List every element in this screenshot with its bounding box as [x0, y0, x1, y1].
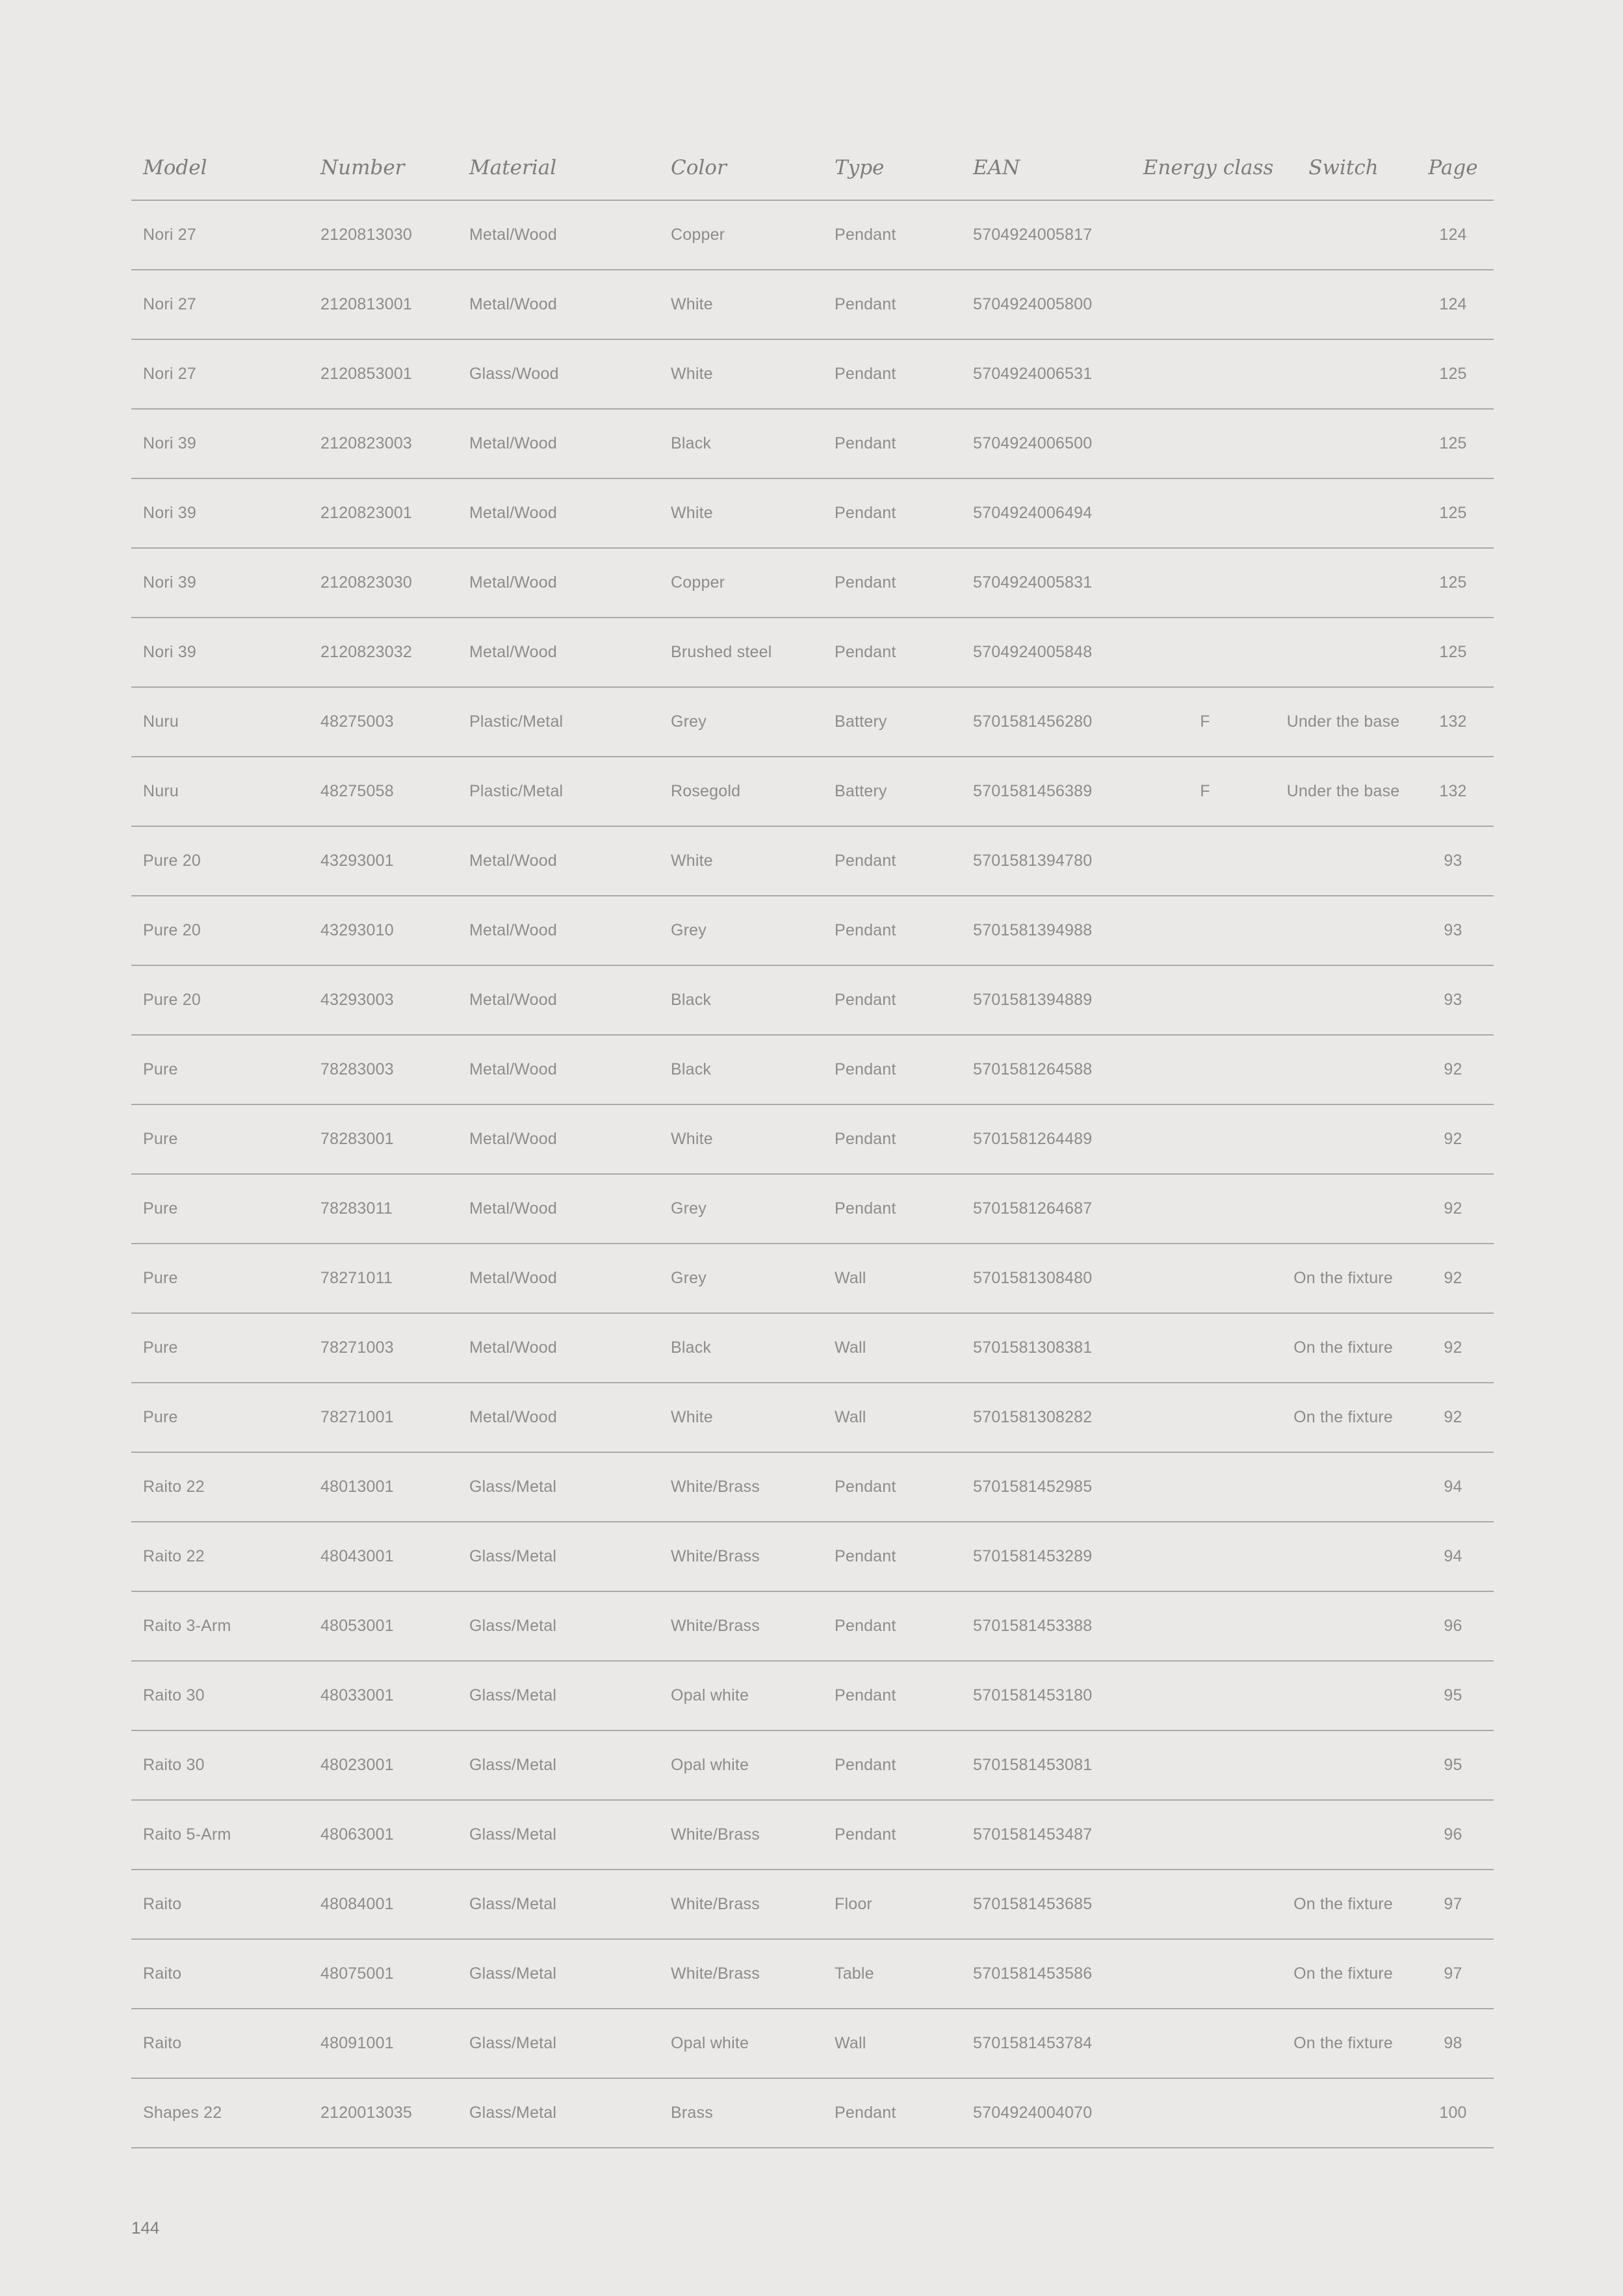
cell-model: Shapes 22 — [143, 2104, 222, 2122]
cell-page: 98 — [1444, 2034, 1462, 2052]
cell-model: Raito 22 — [143, 1547, 205, 1565]
cell-switch: Under the base — [1286, 782, 1400, 800]
cell-switch — [1274, 1662, 1412, 1730]
cell-switch — [1274, 1453, 1412, 1521]
cell-ean: 5701581264489 — [973, 1130, 1093, 1148]
cell-number: 48084001 — [320, 1895, 394, 1913]
cell-energy-class — [1137, 549, 1273, 617]
cell-type: Pendant — [835, 2104, 896, 2122]
cell-page: 92 — [1444, 1130, 1462, 1148]
cell-material: Glass/Metal — [469, 2104, 557, 2122]
cell-energy-class: F — [1200, 712, 1210, 731]
cell-material: Metal/Wood — [469, 1130, 557, 1148]
cell-color: Brushed steel — [671, 643, 772, 661]
cell-type: Wall — [835, 1269, 866, 1287]
table-row — [131, 1801, 1494, 1870]
cell-color: White — [671, 1408, 713, 1426]
cell-switch — [1274, 1105, 1412, 1173]
cell-energy-class — [1137, 1731, 1273, 1799]
page-number: 144 — [131, 2218, 160, 2237]
cell-color: White — [671, 1130, 713, 1148]
cell-model: Nori 39 — [143, 573, 196, 592]
cell-switch — [1274, 2079, 1412, 2147]
cell-switch — [1274, 479, 1412, 547]
cell-color: Grey — [671, 1199, 707, 1218]
cell-color: Grey — [671, 921, 707, 939]
cell-model: Nori 27 — [143, 226, 196, 244]
cell-model: Pure — [143, 1199, 178, 1218]
cell-number: 43293001 — [320, 852, 394, 870]
cell-energy-class: F — [1200, 782, 1210, 800]
cell-model: Pure 20 — [143, 991, 201, 1009]
cell-number: 78283011 — [320, 1199, 393, 1218]
header-switch: Switch — [1308, 155, 1379, 179]
cell-number: 78271011 — [320, 1269, 393, 1287]
cell-type: Pendant — [835, 434, 896, 452]
cell-type: Wall — [835, 2034, 866, 2052]
cell-material: Metal/Wood — [469, 1408, 557, 1426]
cell-page: 93 — [1444, 852, 1462, 870]
cell-model: Raito 30 — [143, 1686, 205, 1704]
cell-color: White/Brass — [671, 1478, 760, 1496]
cell-energy-class — [1137, 1175, 1273, 1243]
table-row — [131, 340, 1494, 410]
cell-color: White — [671, 365, 713, 383]
cell-ean: 5704924005848 — [973, 643, 1093, 661]
cell-page: 92 — [1444, 1060, 1462, 1078]
product-table — [131, 130, 1494, 2148]
cell-material: Metal/Wood — [469, 643, 557, 661]
table-row — [131, 270, 1494, 340]
cell-number: 78271003 — [320, 1338, 394, 1357]
cell-model: Nori 27 — [143, 295, 196, 313]
cell-model: Raito 22 — [143, 1478, 205, 1496]
cell-energy-class — [1137, 1244, 1273, 1312]
cell-material: Metal/Wood — [469, 573, 557, 592]
cell-ean: 5701581394780 — [973, 852, 1093, 870]
cell-material: Metal/Wood — [469, 504, 557, 522]
table-row — [131, 1940, 1494, 2009]
cell-number: 2120013035 — [320, 2104, 413, 2122]
cell-switch: On the fixture — [1293, 1895, 1393, 1913]
cell-color: Copper — [671, 573, 725, 592]
cell-material: Metal/Wood — [469, 921, 557, 939]
table-row — [131, 1731, 1494, 1801]
table-row — [131, 827, 1494, 896]
cell-ean: 5701581453784 — [973, 2034, 1093, 2052]
header-page: Page — [1428, 155, 1478, 179]
cell-energy-class — [1137, 340, 1273, 408]
cell-ean: 5704924005831 — [973, 573, 1093, 592]
cell-type: Pendant — [835, 921, 896, 939]
cell-type: Table — [835, 1964, 874, 1983]
cell-page: 95 — [1444, 1686, 1462, 1704]
header-number: Number — [320, 155, 405, 179]
cell-color: White — [671, 295, 713, 313]
cell-material: Plastic/Metal — [469, 712, 564, 731]
cell-switch — [1274, 1592, 1412, 1660]
cell-energy-class — [1137, 1801, 1273, 1869]
cell-switch — [1274, 1036, 1412, 1104]
cell-material: Glass/Metal — [469, 1825, 557, 1844]
cell-material: Metal/Wood — [469, 1338, 557, 1357]
table-row — [131, 1522, 1494, 1592]
cell-ean: 5701581453685 — [973, 1895, 1093, 1913]
cell-energy-class — [1137, 1036, 1273, 1104]
cell-model: Raito 3-Arm — [143, 1617, 231, 1635]
cell-type: Battery — [835, 712, 887, 731]
cell-number: 2120823001 — [320, 504, 413, 522]
cell-ean: 5701581394889 — [973, 991, 1093, 1009]
cell-page: 93 — [1444, 991, 1462, 1009]
cell-color: Black — [671, 434, 712, 452]
cell-color: White/Brass — [671, 1617, 760, 1635]
cell-color: Black — [671, 1338, 712, 1357]
cell-color: Opal white — [671, 1756, 749, 1774]
table-row — [131, 1453, 1494, 1522]
cell-model: Pure — [143, 1408, 178, 1426]
table-body — [131, 201, 1494, 2148]
cell-number: 48275058 — [320, 782, 394, 800]
cell-number: 48053001 — [320, 1617, 394, 1635]
cell-type: Pendant — [835, 852, 896, 870]
cell-switch: On the fixture — [1293, 1269, 1393, 1287]
cell-material: Metal/Wood — [469, 1269, 557, 1287]
cell-energy-class — [1137, 1314, 1273, 1382]
table-row — [131, 688, 1494, 757]
cell-number: 48091001 — [320, 2034, 394, 2052]
cell-type: Pendant — [835, 1130, 896, 1148]
cell-page: 125 — [1439, 434, 1467, 452]
cell-type: Pendant — [835, 1547, 896, 1565]
cell-color: Copper — [671, 226, 725, 244]
cell-model: Raito 30 — [143, 1756, 205, 1774]
cell-energy-class — [1137, 1105, 1273, 1173]
cell-number: 48075001 — [320, 1964, 394, 1983]
cell-number: 48033001 — [320, 1686, 394, 1704]
cell-material: Metal/Wood — [469, 226, 557, 244]
cell-energy-class — [1137, 618, 1273, 686]
cell-material: Glass/Metal — [469, 1686, 557, 1704]
cell-energy-class — [1137, 1522, 1273, 1591]
cell-page: 94 — [1444, 1478, 1462, 1496]
cell-number: 78283003 — [320, 1060, 394, 1078]
cell-number: 48063001 — [320, 1825, 394, 1844]
cell-number: 43293003 — [320, 991, 394, 1009]
cell-page: 132 — [1439, 782, 1467, 800]
cell-number: 2120853001 — [320, 365, 413, 383]
cell-material: Glass/Metal — [469, 1895, 557, 1913]
cell-color: White/Brass — [671, 1825, 760, 1844]
cell-ean: 5701581264588 — [973, 1060, 1093, 1078]
cell-ean: 5704924004070 — [973, 2104, 1093, 2122]
cell-type: Pendant — [835, 1825, 896, 1844]
cell-ean: 5704924005800 — [973, 295, 1093, 313]
cell-energy-class — [1137, 1383, 1273, 1452]
cell-type: Wall — [835, 1408, 866, 1426]
cell-ean: 5701581456280 — [973, 712, 1093, 731]
cell-type: Pendant — [835, 226, 896, 244]
cell-number: 48275003 — [320, 712, 394, 731]
cell-number: 48013001 — [320, 1478, 394, 1496]
cell-color: Grey — [671, 1269, 707, 1287]
cell-material: Glass/Metal — [469, 2034, 557, 2052]
table-row — [131, 1105, 1494, 1175]
cell-number: 48023001 — [320, 1756, 394, 1774]
table-header — [131, 130, 1494, 201]
cell-color: Rosegold — [671, 782, 741, 800]
cell-model: Pure — [143, 1060, 178, 1078]
cell-ean: 5701581394988 — [973, 921, 1093, 939]
cell-type: Pendant — [835, 1478, 896, 1496]
cell-model: Raito — [143, 1895, 182, 1913]
cell-switch: Under the base — [1286, 712, 1400, 731]
cell-model: Pure — [143, 1269, 178, 1287]
table-row — [131, 1383, 1494, 1453]
cell-ean: 5701581308381 — [973, 1338, 1093, 1357]
cell-page: 95 — [1444, 1756, 1462, 1774]
cell-energy-class — [1137, 479, 1273, 547]
cell-energy-class — [1137, 1940, 1273, 2008]
cell-ean: 5701581452985 — [973, 1478, 1093, 1496]
cell-material: Glass/Metal — [469, 1756, 557, 1774]
cell-type: Pendant — [835, 1686, 896, 1704]
table-row — [131, 2009, 1494, 2079]
cell-energy-class — [1137, 827, 1273, 895]
cell-type: Pendant — [835, 643, 896, 661]
cell-ean: 5704924006494 — [973, 504, 1093, 522]
cell-material: Glass/Metal — [469, 1547, 557, 1565]
cell-type: Pendant — [835, 1060, 896, 1078]
cell-ean: 5701581453289 — [973, 1547, 1093, 1565]
table-row — [131, 1036, 1494, 1105]
cell-switch — [1274, 410, 1412, 478]
cell-page: 93 — [1444, 921, 1462, 939]
table-row — [131, 201, 1494, 270]
cell-energy-class — [1137, 1662, 1273, 1730]
cell-type: Pendant — [835, 295, 896, 313]
cell-number: 48043001 — [320, 1547, 394, 1565]
cell-energy-class — [1137, 2009, 1273, 2078]
cell-energy-class — [1137, 201, 1273, 269]
cell-color: White/Brass — [671, 1547, 760, 1565]
cell-type: Pendant — [835, 365, 896, 383]
cell-ean: 5701581264687 — [973, 1199, 1093, 1218]
cell-page: 94 — [1444, 1547, 1462, 1565]
cell-color: White — [671, 504, 713, 522]
cell-switch — [1274, 1175, 1412, 1243]
cell-switch — [1274, 1801, 1412, 1869]
cell-material: Metal/Wood — [469, 1060, 557, 1078]
table-row — [131, 966, 1494, 1036]
cell-energy-class — [1137, 1870, 1273, 1938]
cell-ean: 5701581453388 — [973, 1617, 1093, 1635]
cell-number: 2120823003 — [320, 434, 413, 452]
cell-type: Pendant — [835, 1756, 896, 1774]
cell-color: Grey — [671, 712, 707, 731]
header-ean: EAN — [973, 155, 1020, 179]
cell-switch — [1274, 827, 1412, 895]
cell-number: 2120813001 — [320, 295, 413, 313]
cell-ean: 5704924005817 — [973, 226, 1093, 244]
cell-switch: On the fixture — [1293, 1408, 1393, 1426]
table-row — [131, 2079, 1494, 2148]
cell-model: Pure 20 — [143, 921, 201, 939]
table-row — [131, 896, 1494, 966]
cell-model: Raito 5-Arm — [143, 1825, 231, 1844]
cell-number: 2120823030 — [320, 573, 413, 592]
cell-page: 96 — [1444, 1617, 1462, 1635]
cell-type: Wall — [835, 1338, 866, 1357]
cell-ean: 5701581453180 — [973, 1686, 1093, 1704]
cell-energy-class — [1137, 896, 1273, 965]
table-row — [131, 1592, 1494, 1662]
cell-switch — [1274, 1522, 1412, 1591]
cell-energy-class — [1137, 1592, 1273, 1660]
cell-page: 125 — [1439, 504, 1467, 522]
cell-switch — [1274, 340, 1412, 408]
cell-ean: 5701581453586 — [973, 1964, 1093, 1983]
cell-switch — [1274, 549, 1412, 617]
cell-ean: 5704924006500 — [973, 434, 1093, 452]
cell-material: Glass/Wood — [469, 365, 559, 383]
cell-type: Pendant — [835, 573, 896, 592]
cell-energy-class — [1137, 1453, 1273, 1521]
cell-switch — [1274, 270, 1412, 339]
cell-model: Raito — [143, 1964, 182, 1983]
cell-page: 125 — [1439, 365, 1467, 383]
cell-page: 96 — [1444, 1825, 1462, 1844]
cell-page: 97 — [1444, 1895, 1462, 1913]
cell-ean: 5701581308480 — [973, 1269, 1093, 1287]
cell-energy-class — [1137, 966, 1273, 1034]
cell-number: 2120823032 — [320, 643, 413, 661]
cell-number: 2120813030 — [320, 226, 413, 244]
cell-page: 92 — [1444, 1338, 1462, 1357]
cell-material: Metal/Wood — [469, 1199, 557, 1218]
cell-material: Metal/Wood — [469, 434, 557, 452]
cell-model: Raito — [143, 2034, 182, 2052]
table-row — [131, 1244, 1494, 1314]
cell-ean: 5701581453487 — [973, 1825, 1093, 1844]
cell-color: White/Brass — [671, 1964, 760, 1983]
cell-ean: 5701581308282 — [973, 1408, 1093, 1426]
cell-model: Nori 39 — [143, 504, 196, 522]
cell-type: Pendant — [835, 991, 896, 1009]
table-row — [131, 549, 1494, 618]
cell-model: Nuru — [143, 782, 179, 800]
cell-color: Opal white — [671, 1686, 749, 1704]
cell-color: Black — [671, 991, 712, 1009]
cell-material: Plastic/Metal — [469, 782, 564, 800]
header-energy-class: Energy class — [1143, 155, 1274, 179]
header-color: Color — [671, 155, 727, 179]
cell-switch — [1274, 896, 1412, 965]
cell-color: Opal white — [671, 2034, 749, 2052]
table-row — [131, 1314, 1494, 1383]
cell-type: Floor — [835, 1895, 872, 1913]
table-row — [131, 410, 1494, 479]
cell-material: Metal/Wood — [469, 991, 557, 1009]
cell-color: White — [671, 852, 713, 870]
cell-type: Battery — [835, 782, 887, 800]
cell-switch — [1274, 618, 1412, 686]
cell-page: 92 — [1444, 1199, 1462, 1218]
cell-page: 92 — [1444, 1408, 1462, 1426]
header-type: Type — [835, 155, 885, 179]
cell-material: Metal/Wood — [469, 852, 557, 870]
table-row — [131, 618, 1494, 688]
cell-page: 125 — [1439, 573, 1467, 592]
cell-color: Black — [671, 1060, 712, 1078]
cell-ean: 5701581453081 — [973, 1756, 1093, 1774]
table-row — [131, 757, 1494, 827]
cell-ean: 5701581456389 — [973, 782, 1093, 800]
cell-energy-class — [1137, 2079, 1273, 2147]
cell-number: 43293010 — [320, 921, 394, 939]
table-row — [131, 1662, 1494, 1731]
cell-model: Pure — [143, 1130, 178, 1148]
cell-model: Nuru — [143, 712, 179, 731]
cell-page: 124 — [1439, 295, 1467, 313]
cell-color: White/Brass — [671, 1895, 760, 1913]
cell-material: Glass/Metal — [469, 1478, 557, 1496]
cell-page: 100 — [1439, 2104, 1467, 2122]
header-material: Material — [469, 155, 557, 179]
cell-number: 78271001 — [320, 1408, 394, 1426]
cell-energy-class — [1137, 410, 1273, 478]
cell-switch — [1274, 1731, 1412, 1799]
cell-switch — [1274, 966, 1412, 1034]
cell-material: Metal/Wood — [469, 295, 557, 313]
table-row — [131, 479, 1494, 549]
cell-model: Nori 27 — [143, 365, 196, 383]
cell-page: 92 — [1444, 1269, 1462, 1287]
cell-page: 125 — [1439, 643, 1467, 661]
cell-switch: On the fixture — [1293, 1338, 1393, 1357]
cell-material: Glass/Metal — [469, 1617, 557, 1635]
cell-model: Nori 39 — [143, 434, 196, 452]
cell-type: Pendant — [835, 1617, 896, 1635]
cell-switch — [1274, 201, 1412, 269]
cell-ean: 5704924006531 — [973, 365, 1093, 383]
cell-model: Pure 20 — [143, 852, 201, 870]
cell-page: 124 — [1439, 226, 1467, 244]
cell-page: 97 — [1444, 1964, 1462, 1983]
header-model: Model — [143, 155, 207, 179]
cell-page: 132 — [1439, 712, 1467, 731]
cell-energy-class — [1137, 270, 1273, 339]
cell-model: Nori 39 — [143, 643, 196, 661]
cell-switch: On the fixture — [1293, 2034, 1393, 2052]
cell-type: Pendant — [835, 1199, 896, 1218]
cell-number: 78283001 — [320, 1130, 394, 1148]
cell-switch: On the fixture — [1293, 1964, 1393, 1983]
cell-type: Pendant — [835, 504, 896, 522]
cell-material: Glass/Metal — [469, 1964, 557, 1983]
table-row — [131, 1175, 1494, 1244]
cell-model: Pure — [143, 1338, 178, 1357]
table-row — [131, 1870, 1494, 1940]
cell-color: Brass — [671, 2104, 713, 2122]
